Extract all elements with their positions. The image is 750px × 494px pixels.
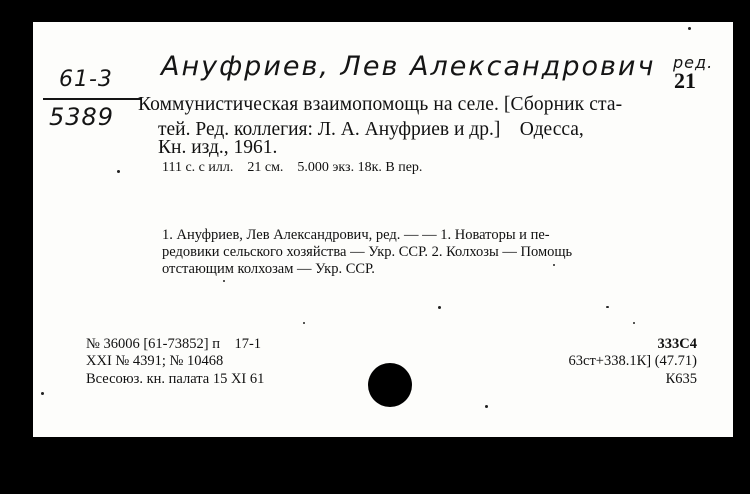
footer-right-line-3: К635 — [665, 371, 697, 387]
title-line-2: тей. Ред. коллегия: Л. А. Ануфриев и др.] Одесса, — [158, 119, 584, 140]
scan-speck — [117, 170, 120, 173]
scan-speck — [438, 306, 441, 309]
footer-right-line-1: 333С4 — [657, 336, 697, 352]
subjects-line-3: отстающим колхозам — Укр. ССР. — [162, 261, 375, 277]
punched-hole — [368, 363, 412, 407]
footer-left-line-2: XXI № 4391; № 10468 — [86, 353, 224, 369]
scan-speck — [485, 405, 488, 408]
call-number-top: 61-3 — [59, 67, 113, 92]
title-line-1: Коммунистическая взаимопомощь на селе. [Сборник ста- — [138, 94, 623, 115]
call-number-bottom: 5389 — [49, 103, 115, 131]
handwritten-editor-note: ред. — [673, 53, 714, 72]
handwritten-author: Ануфриев, Лев Александрович — [161, 51, 656, 82]
footer-right-line-2: 63ст+338.1К] (47.71) — [568, 353, 697, 369]
footer-left-line-1: № 36006 [61-73852] п 17-1 — [86, 336, 262, 352]
card-number: 21 — [674, 68, 696, 93]
footer-left-line-3: Всесоюз. кн. палата 15 XI 61 — [86, 371, 265, 387]
scan-speck — [688, 27, 691, 30]
scan-speck — [633, 322, 635, 324]
scan-speck — [223, 280, 225, 282]
physical-description: 111 с. с илл. 21 см. 5.000 экз. 18к. В пер. — [162, 160, 423, 175]
catalog-card — [33, 22, 733, 437]
scan-speck — [553, 264, 555, 266]
title-line-3: Кн. изд., 1961. — [158, 137, 278, 158]
scan-speck — [41, 392, 44, 395]
scan-speck — [303, 322, 305, 324]
subjects-line-1: 1. Ануфриев, Лев Александрович, ред. — — 1. Новаторы и пе- — [162, 227, 550, 243]
subjects-line-2: редовики сельского хозяйства — Укр. ССР. 2. Колхозы — Помощь — [162, 244, 573, 260]
call-number-divider — [43, 98, 141, 100]
scan-speck — [606, 306, 609, 308]
